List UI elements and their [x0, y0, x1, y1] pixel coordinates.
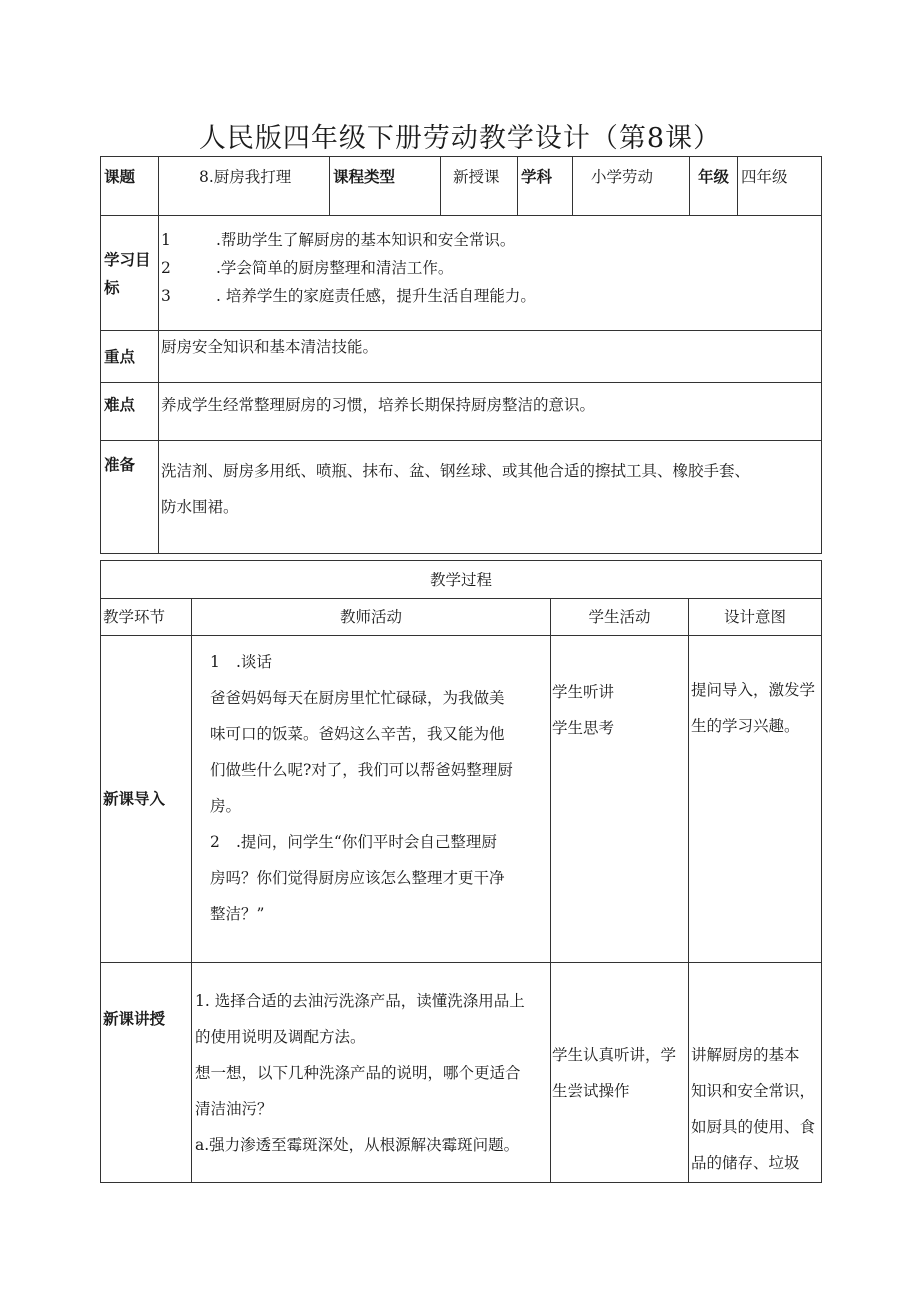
text-line: 如厨具的使用、食	[691, 1118, 816, 1136]
text-line: 想一想，以下几种洗涤产品的说明，哪个更适合	[195, 1064, 521, 1082]
topic-label: 课题	[101, 157, 159, 216]
prep-value	[159, 441, 822, 554]
text-line: 学生认真听讲，学	[552, 1046, 677, 1064]
key-value: 厨房安全知识和基本清洁技能。	[159, 331, 822, 383]
text-line: 房。	[210, 797, 242, 815]
prep-line: 洗洁剂、厨房多用纸、喷瓶、抹布、盆、钢丝球、或其他合适的擦拭工具、橡胶手套、	[161, 462, 751, 480]
process-header: 教学过程	[101, 561, 822, 599]
text-line: 讲解厨房的基本	[691, 1046, 800, 1064]
col-intent-header: 设计意图	[689, 599, 822, 636]
col-student-header: 学生活动	[551, 599, 689, 636]
text-line: 生尝试操作	[552, 1082, 630, 1100]
type-label: 课程类型	[330, 157, 441, 216]
text-line: 1. 选择合适的去油污洗涤产品，读懂洗涤用品上	[195, 992, 525, 1010]
text-line: 整洁？”	[210, 905, 265, 923]
stage-lecture: 新课讲授	[101, 963, 192, 1183]
prep-label: 准备	[101, 441, 159, 554]
text-line: 学生思考	[552, 719, 615, 737]
text-line: 知识和安全常识，	[691, 1082, 816, 1100]
text-line: 们做些什么呢?对了，我们可以帮爸妈整理厨	[210, 761, 513, 779]
intent-lecture	[689, 963, 822, 1183]
text-line: 味可口的饭菜。爸妈这么辛苦，我又能为他	[210, 725, 505, 743]
lesson-info-table	[100, 156, 822, 554]
goals-label-line2: 标	[104, 278, 120, 297]
text-line: 品的储存、垃圾	[691, 1154, 800, 1172]
prep-line: 防水围裙。	[161, 498, 239, 516]
goals-label-line1: 学习目	[104, 250, 151, 269]
col-stage-header: 教学环节	[101, 599, 192, 636]
difficult-label: 难点	[101, 383, 159, 441]
topic-value: 8.厨房我打理	[159, 157, 330, 216]
teacher-activity-lecture	[192, 963, 551, 1183]
text-line: 清洁油污？	[195, 1100, 273, 1118]
text-line: 房吗？你们觉得厨房应该怎么整理才更干净	[210, 869, 505, 887]
text-line: 提问导入，激发学	[691, 681, 816, 699]
subject-value: 小学劳动	[573, 157, 690, 216]
key-label: 重点	[101, 331, 159, 383]
text-line: 生的学习兴趣。	[691, 717, 800, 735]
text-line: 的使用说明及调配方法。	[195, 1028, 366, 1046]
document-title: 人民版四年级下册劳动教学设计（第8课）	[198, 123, 722, 154]
goal-item: 2 .学会简单的厨房整理和清洁工作。	[161, 259, 454, 277]
list-item: 1 .谈话	[210, 653, 272, 671]
goals-content	[159, 216, 822, 331]
intent-intro	[689, 636, 822, 963]
col-teacher-header: 教师活动	[192, 599, 551, 636]
grade-value: 四年级	[738, 157, 822, 216]
stage-intro: 新课导入	[101, 636, 192, 963]
teacher-activity-intro	[192, 636, 551, 963]
text-line: a.强力渗透至霉斑深处，从根源解决霉斑问题。	[195, 1136, 520, 1154]
list-item: 2 .提问，问学生“你们平时会自己整理厨	[210, 833, 497, 851]
goal-item: 3 . 培养学生的家庭责任感，提升生活自理能力。	[161, 287, 536, 305]
goal-item: 1 .帮助学生了解厨房的基本知识和安全常识。	[161, 231, 516, 249]
student-activity-lecture	[551, 963, 689, 1183]
student-activity-intro	[551, 636, 689, 963]
teaching-process-table	[100, 560, 822, 1183]
subject-label: 学科	[518, 157, 573, 216]
grade-label: 年级	[690, 157, 738, 216]
difficult-value: 养成学生经常整理厨房的习惯，培养长期保持厨房整洁的意识。	[159, 383, 822, 441]
type-value: 新授课	[441, 157, 518, 216]
goals-label	[101, 216, 159, 331]
text-line: 学生听讲	[552, 683, 615, 701]
text-line: 爸爸妈妈每天在厨房里忙忙碌碌，为我做美	[210, 689, 505, 707]
